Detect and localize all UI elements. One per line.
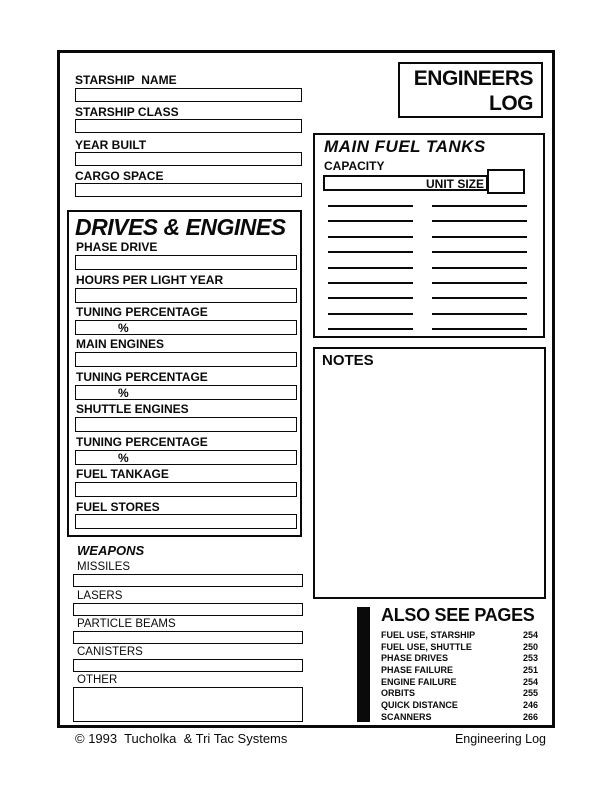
also-see-row — [381, 712, 538, 724]
fuel-tank-write-line[interactable] — [328, 220, 413, 222]
tuning-percentage-2-label: TUNING PERCENTAGE — [76, 370, 208, 384]
also-see-page: 250 — [522, 641, 538, 652]
fuel-tank-write-line[interactable] — [432, 313, 527, 315]
tuning-percentage-1-input[interactable]: % — [75, 320, 297, 335]
fuel-tankage-label: FUEL TANKAGE — [76, 467, 169, 481]
fuel-tank-lines-column — [432, 205, 527, 344]
tuning-percentage-3-label: TUNING PERCENTAGE — [76, 435, 208, 449]
fuel-tank-write-line[interactable] — [432, 328, 527, 330]
fuel-tankage-input[interactable] — [75, 482, 297, 497]
fuel-tank-write-line[interactable] — [432, 251, 527, 253]
fuel-tank-write-line[interactable] — [328, 328, 413, 330]
also-see-side-bar — [357, 607, 370, 722]
hours-per-light-year-input[interactable] — [75, 288, 297, 303]
notes-section[interactable] — [313, 347, 546, 599]
also-see-page: 251 — [522, 665, 538, 676]
tuning-percentage-2-input[interactable]: % — [75, 385, 297, 400]
unit-size-label: UNIT SIZE — [426, 177, 485, 191]
tuning-percentage-1-label: TUNING PERCENTAGE — [76, 305, 208, 319]
starship-name-input[interactable] — [75, 88, 302, 102]
also-see-page: 253 — [522, 653, 538, 664]
fuel-tank-write-line[interactable] — [328, 251, 413, 253]
also-see-label: ENGINE FAILURE — [381, 676, 457, 687]
also-see-label: SCANNERS — [381, 711, 432, 722]
cargo-space-input[interactable] — [75, 183, 302, 197]
main-engines-input[interactable] — [75, 352, 297, 367]
also-see-row — [381, 642, 538, 654]
canisters-label: CANISTERS — [77, 646, 143, 658]
fuel-tank-write-line[interactable] — [328, 297, 413, 299]
canisters-input[interactable] — [73, 659, 303, 672]
starship-name-label: STARSHIP NAME — [75, 73, 177, 87]
missiles-label: MISSILES — [77, 561, 131, 573]
fuel-stores-label: FUEL STORES — [76, 500, 160, 514]
tuning-percentage-3-input[interactable]: % — [75, 450, 297, 465]
phase-drive-input[interactable] — [75, 255, 297, 270]
starship-class-label: STARSHIP CLASS — [75, 105, 179, 119]
hours-per-light-year-label: HOURS PER LIGHT YEAR — [76, 273, 224, 287]
also-see-label: ORBITS — [381, 688, 416, 699]
also-see-row — [381, 700, 538, 712]
weapons-title: WEAPONS — [77, 543, 145, 558]
missiles-input[interactable] — [73, 574, 303, 587]
fuel-tank-write-line[interactable] — [432, 267, 527, 269]
notes-title: NOTES — [322, 352, 374, 369]
also-see-title: ALSO SEE PAGES — [381, 605, 535, 625]
sheet-title-line2: LOG — [489, 92, 533, 115]
starship-class-input[interactable] — [75, 119, 302, 133]
also-see-row — [381, 630, 538, 642]
also-see-label: FUEL USE, STARSHIP — [381, 630, 476, 640]
fuel-tank-write-line[interactable] — [432, 205, 527, 207]
also-see-row — [381, 653, 538, 665]
fuel-tank-write-line[interactable] — [432, 220, 527, 222]
lasers-label: LASERS — [77, 590, 123, 602]
unit-size-input[interactable] — [487, 169, 525, 194]
also-see-label: PHASE DRIVES — [381, 653, 449, 664]
sheet-title-box — [398, 62, 543, 118]
also-see-label: PHASE FAILURE — [381, 665, 454, 676]
fuel-tank-write-line[interactable] — [432, 282, 527, 284]
drives-engines-title: DRIVES & ENGINES — [75, 214, 286, 240]
lasers-input[interactable] — [73, 603, 303, 616]
also-see-row — [381, 677, 538, 689]
also-see-page: 254 — [522, 630, 538, 640]
also-see-page: 246 — [522, 700, 538, 711]
fuel-tank-write-line[interactable] — [328, 282, 413, 284]
also-see-page: 255 — [522, 688, 538, 699]
capacity-label: CAPACITY — [324, 159, 385, 173]
fuel-tank-write-line[interactable] — [328, 267, 413, 269]
fuel-stores-input[interactable] — [75, 514, 297, 529]
other-weapons-input[interactable] — [73, 687, 303, 722]
particle-beams-input[interactable] — [73, 631, 303, 644]
fuel-tank-lines-column — [328, 205, 413, 344]
year-built-input[interactable] — [75, 152, 302, 166]
also-see-page: 266 — [522, 711, 538, 722]
particle-beams-label: PARTICLE BEAMS — [77, 618, 176, 630]
fuel-tank-write-line[interactable] — [432, 297, 527, 299]
main-fuel-tanks-title: MAIN FUEL TANKS — [324, 137, 486, 156]
copyright-text: © 1993 Tucholka & Tri Tac Systems — [75, 731, 288, 746]
fuel-tank-write-line[interactable] — [328, 313, 413, 315]
also-see-label: QUICK DISTANCE — [381, 700, 458, 711]
shuttle-engines-label: SHUTTLE ENGINES — [76, 402, 189, 416]
phase-drive-label: PHASE DRIVE — [76, 240, 158, 254]
also-see-list — [381, 630, 538, 724]
fuel-tank-write-line[interactable] — [328, 205, 413, 207]
also-see-page: 254 — [522, 676, 538, 687]
footer-page-label: Engineering Log — [454, 732, 546, 746]
cargo-space-label: CARGO SPACE — [75, 169, 164, 183]
also-see-row — [381, 665, 538, 677]
fuel-tank-write-line[interactable] — [432, 236, 527, 238]
also-see-label: FUEL USE, SHUTTLE — [381, 641, 472, 652]
fuel-tank-write-line[interactable] — [328, 236, 413, 238]
year-built-label: YEAR BUILT — [75, 138, 147, 152]
main-engines-label: MAIN ENGINES — [76, 337, 165, 351]
also-see-row — [381, 688, 538, 700]
shuttle-engines-input[interactable] — [75, 417, 297, 432]
other-weapons-label: OTHER — [77, 674, 118, 686]
sheet-title-line1: ENGINEERS — [413, 67, 533, 90]
